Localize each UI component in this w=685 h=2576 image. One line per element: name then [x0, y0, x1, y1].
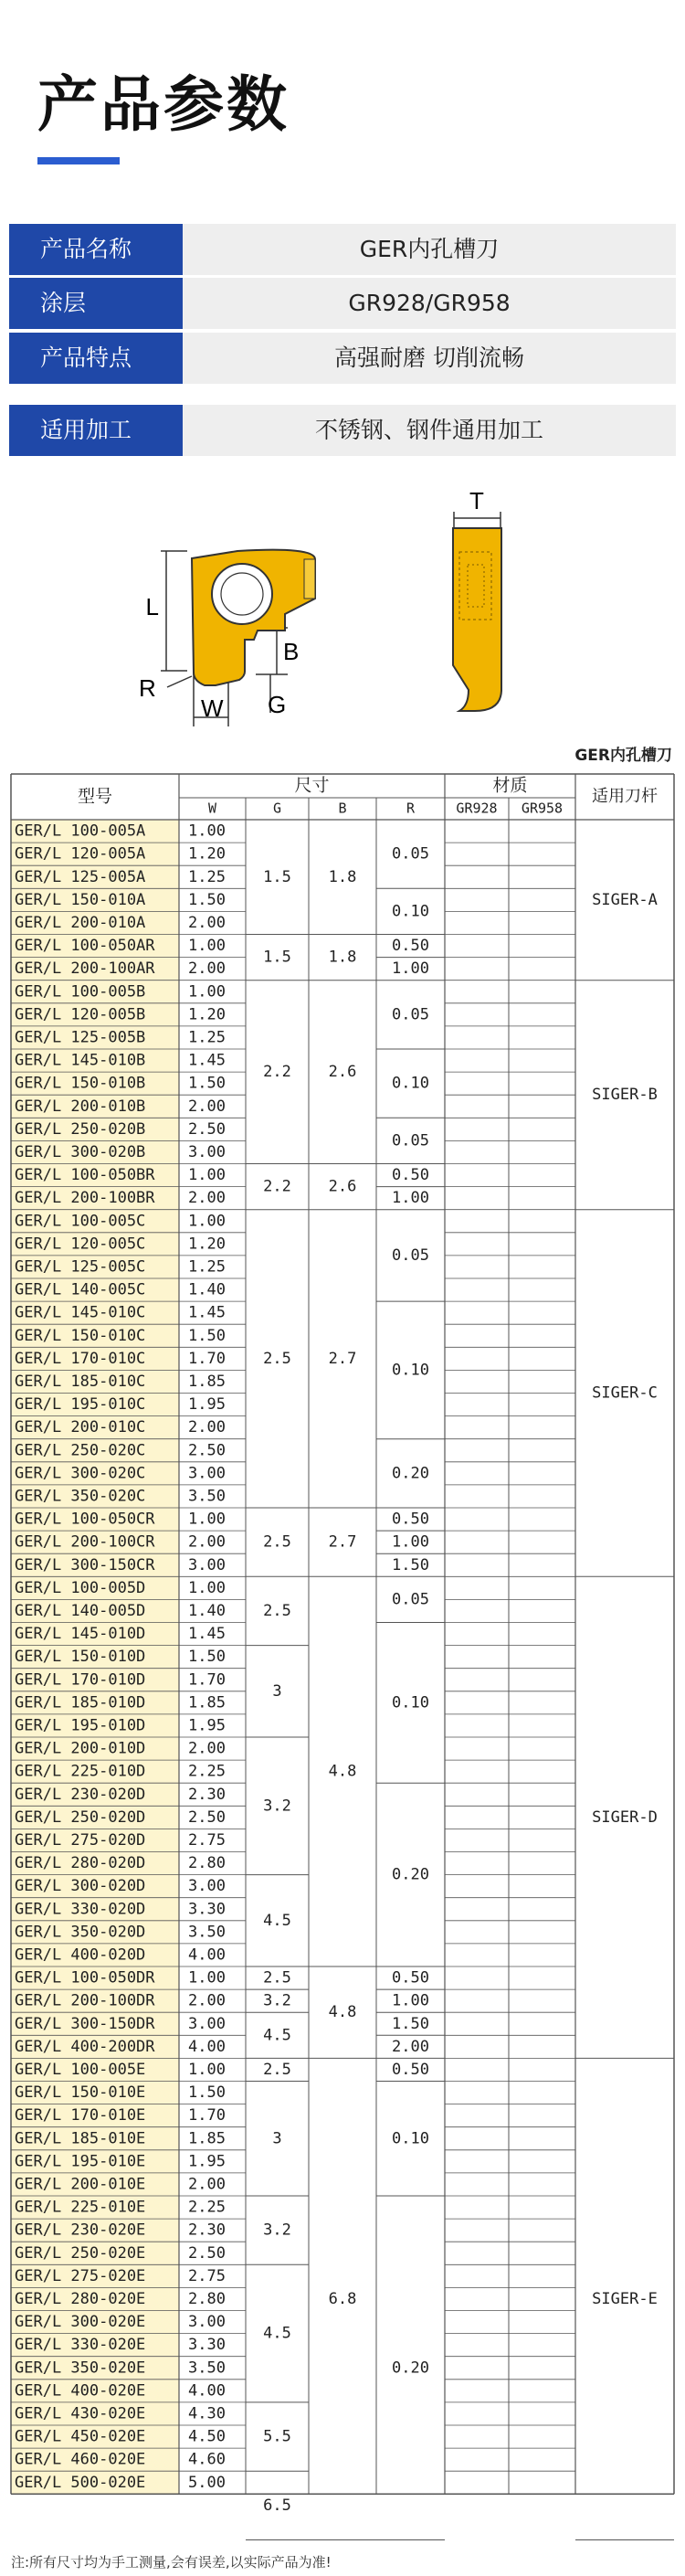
w-cell: 3.30: [188, 2336, 226, 2355]
g-cell: 2.5: [263, 1532, 291, 1552]
w-cell: 2.30: [188, 1785, 226, 1804]
model-cell: GER/L 200-100CR: [15, 1532, 155, 1552]
page-title: 产品参数: [37, 69, 290, 140]
r-cell: 0.50: [392, 1968, 429, 1988]
table-caption: GER内孔槽刀: [574, 747, 672, 765]
g-cell: 2.5: [263, 2060, 291, 2079]
g-cell: 3: [272, 1681, 282, 1701]
model-cell: GER/L 150-010C: [15, 1326, 146, 1345]
r-cell: 1.00: [392, 959, 429, 979]
w-cell: 1.95: [188, 2152, 226, 2171]
b-cell: 1.8: [328, 948, 357, 967]
g-cell: 4.5: [263, 1911, 291, 1930]
w-cell: 2.00: [188, 1418, 226, 1437]
dim-label-r: R: [139, 674, 156, 702]
w-cell: 1.70: [188, 1670, 226, 1690]
w-cell: 1.20: [188, 1235, 226, 1254]
w-cell: 1.85: [188, 2129, 226, 2148]
footnote: 注:所有尺寸均为手工测量,会有误差,以实际产品为准!: [11, 2554, 332, 2571]
w-cell: 3.00: [188, 1555, 226, 1574]
header-model: 型号: [77, 786, 113, 807]
model-cell: GER/L 170-010E: [15, 2106, 146, 2125]
header-g: G: [272, 800, 282, 817]
r-cell: 0.10: [392, 1361, 429, 1380]
r-cell: 0.05: [392, 1246, 429, 1265]
r-cell: 2.00: [392, 2037, 429, 2056]
dim-label-g: G: [268, 691, 287, 718]
w-cell: 1.00: [188, 1212, 226, 1231]
model-cell: GER/L 120-005B: [15, 1005, 146, 1024]
w-cell: 4.00: [188, 2037, 226, 2056]
model-cell: GER/L 150-010D: [15, 1648, 146, 1667]
model-cell: GER/L 225-010D: [15, 1762, 146, 1781]
r-cell: 0.50: [392, 937, 429, 956]
w-cell: 2.00: [188, 1097, 226, 1116]
r-cell: 0.05: [392, 844, 429, 864]
w-cell: 1.50: [188, 1074, 226, 1093]
info-value: GR928/GR958: [348, 290, 511, 316]
header-b: B: [338, 800, 347, 817]
header-r: R: [406, 800, 416, 817]
model-cell: GER/L 300-020E: [15, 2313, 146, 2332]
model-cell: GER/L 300-150DR: [15, 2014, 155, 2033]
w-cell: 2.75: [188, 1830, 226, 1850]
model-cell: GER/L 230-020E: [15, 2221, 146, 2240]
w-cell: 2.00: [188, 2175, 226, 2194]
model-cell: GER/L 100-005B: [15, 982, 146, 1002]
w-cell: 2.00: [188, 1189, 226, 1208]
model-cell: GER/L 300-020C: [15, 1464, 146, 1483]
w-cell: 3.00: [188, 2313, 226, 2332]
model-cell: GER/L 300-150CR: [15, 1555, 155, 1574]
model-cell: GER/L 125-005C: [15, 1257, 146, 1277]
header-material: 材质: [492, 775, 528, 796]
model-cell: GER/L 145-010B: [15, 1051, 146, 1070]
g-cell: 3: [272, 2129, 282, 2148]
model-cell: GER/L 280-020E: [15, 2289, 146, 2308]
w-cell: 2.50: [188, 1119, 226, 1139]
model-cell: GER/L 150-010A: [15, 890, 146, 909]
r-cell: 0.05: [392, 1005, 429, 1024]
g-cell: 2.5: [263, 1601, 291, 1620]
w-cell: 4.60: [188, 2450, 226, 2469]
r-cell: 0.10: [392, 902, 429, 921]
model-cell: GER/L 330-020E: [15, 2336, 146, 2355]
w-cell: 2.80: [188, 1854, 226, 1873]
r-cell: 0.10: [392, 2129, 429, 2148]
w-cell: 2.50: [188, 1807, 226, 1827]
model-cell: GER/L 350-020D: [15, 1923, 146, 1942]
w-cell: 1.45: [188, 1625, 226, 1644]
model-cell: GER/L 145-010D: [15, 1625, 146, 1644]
model-cell: GER/L 400-020D: [15, 1945, 146, 1965]
model-cell: GER/L 300-020D: [15, 1877, 146, 1896]
w-cell: 4.50: [188, 2427, 226, 2446]
info-value: 不锈钢、钢件通用加工: [314, 417, 543, 443]
w-cell: 1.25: [188, 1028, 226, 1047]
model-cell: GER/L 195-010C: [15, 1395, 146, 1415]
model-cell: GER/L 200-100AR: [15, 959, 155, 979]
w-cell: 1.25: [188, 1257, 226, 1277]
w-cell: 4.00: [188, 2381, 226, 2401]
model-cell: GER/L 350-020E: [15, 2359, 146, 2378]
w-cell: 2.75: [188, 2266, 226, 2285]
r-cell: 0.05: [392, 1131, 429, 1150]
w-cell: 1.20: [188, 844, 226, 864]
info-label: 涂层: [9, 278, 183, 329]
model-cell: GER/L 330-020D: [15, 1900, 146, 1919]
holder-cell: SIGER-D: [592, 1807, 658, 1827]
w-cell: 1.40: [188, 1280, 226, 1299]
model-cell: GER/L 250-020C: [15, 1441, 146, 1460]
header-holder: 适用刀杆: [592, 787, 658, 806]
model-cell: GER/L 400-020E: [15, 2381, 146, 2401]
model-cell: GER/L 195-010E: [15, 2152, 146, 2171]
w-cell: 1.85: [188, 1693, 226, 1712]
w-cell: 1.50: [188, 890, 226, 909]
r-cell: 0.05: [392, 1590, 429, 1609]
w-cell: 1.50: [188, 1648, 226, 1667]
w-cell: 3.50: [188, 2359, 226, 2378]
r-cell: 0.50: [392, 2060, 429, 2079]
w-cell: 1.45: [188, 1303, 226, 1322]
w-cell: 2.25: [188, 2198, 226, 2217]
model-cell: GER/L 100-005E: [15, 2060, 146, 2079]
r-cell: 0.50: [392, 1166, 429, 1185]
w-cell: 2.00: [188, 913, 226, 932]
w-cell: 2.50: [188, 2243, 226, 2263]
g-cell: 6.5: [263, 2496, 291, 2515]
r-cell: 0.20: [392, 2359, 429, 2378]
model-cell: GER/L 150-010B: [15, 1074, 146, 1093]
header-gr928: GR928: [456, 800, 498, 817]
b-cell: 2.6: [328, 1063, 357, 1082]
b-cell: 2.7: [328, 1349, 357, 1368]
info-value: 高强耐磨 切削流畅: [334, 345, 524, 371]
w-cell: 1.50: [188, 1326, 226, 1345]
b-cell: 6.8: [328, 2289, 357, 2308]
g-cell: 4.5: [263, 2324, 291, 2343]
w-cell: 1.45: [188, 1051, 226, 1070]
model-cell: GER/L 350-020C: [15, 1487, 146, 1506]
model-cell: GER/L 200-010E: [15, 2175, 146, 2194]
model-cell: GER/L 120-005A: [15, 844, 146, 864]
info-label: 产品名称: [9, 224, 183, 275]
b-cell: 4.8: [328, 1762, 357, 1781]
model-cell: GER/L 140-005D: [15, 1601, 146, 1620]
info-label: 产品特点: [9, 333, 183, 384]
w-cell: 1.70: [188, 2106, 226, 2125]
dim-label-t: T: [469, 487, 484, 514]
w-cell: 3.00: [188, 2014, 226, 2033]
model-cell: GER/L 185-010D: [15, 1693, 146, 1712]
w-cell: 1.70: [188, 1349, 226, 1368]
model-cell: GER/L 300-020B: [15, 1142, 146, 1161]
w-cell: 1.20: [188, 1005, 226, 1024]
w-cell: 2.25: [188, 1762, 226, 1781]
holder-cell: SIGER-A: [592, 890, 658, 909]
holder-cell: SIGER-B: [592, 1086, 658, 1105]
w-cell: 4.00: [188, 1945, 226, 1965]
r-cell: 0.20: [392, 1865, 429, 1884]
w-cell: 3.00: [188, 1142, 226, 1161]
r-cell: 1.00: [392, 1532, 429, 1552]
r-cell: 1.00: [392, 1991, 429, 2010]
w-cell: 1.40: [188, 1601, 226, 1620]
model-cell: GER/L 200-010D: [15, 1739, 146, 1758]
model-cell: GER/L 275-020D: [15, 1830, 146, 1850]
g-cell: 3.2: [263, 2221, 291, 2240]
model-cell: GER/L 100-050AR: [15, 937, 155, 956]
w-cell: 1.85: [188, 1372, 226, 1391]
w-cell: 1.00: [188, 982, 226, 1002]
r-cell: 0.20: [392, 1464, 429, 1483]
g-cell: 2.5: [263, 1968, 291, 1988]
model-cell: GER/L 280-020D: [15, 1854, 146, 1873]
w-cell: 2.30: [188, 2221, 226, 2240]
model-cell: GER/L 230-020D: [15, 1785, 146, 1804]
w-cell: 2.80: [188, 2289, 226, 2308]
w-cell: 1.00: [188, 2060, 226, 2079]
r-cell: 0.10: [392, 1693, 429, 1712]
r-cell: 1.00: [392, 1189, 429, 1208]
header-gr958: GR958: [521, 800, 564, 817]
w-cell: 1.00: [188, 1510, 226, 1529]
w-cell: 1.95: [188, 1716, 226, 1735]
w-cell: 2.00: [188, 1739, 226, 1758]
model-cell: GER/L 200-010A: [15, 913, 146, 932]
model-cell: GER/L 460-020E: [15, 2450, 146, 2469]
model-cell: GER/L 170-010D: [15, 1670, 146, 1690]
w-cell: 3.30: [188, 1900, 226, 1919]
model-cell: GER/L 100-005A: [15, 822, 146, 841]
model-cell: GER/L 100-050BR: [15, 1166, 155, 1185]
dim-label-l: L: [145, 593, 159, 620]
b-cell: 4.8: [328, 2003, 357, 2022]
model-cell: GER/L 185-010C: [15, 1372, 146, 1391]
w-cell: 2.00: [188, 1991, 226, 2010]
w-cell: 3.50: [188, 1487, 226, 1506]
g-cell: 5.5: [263, 2427, 291, 2446]
model-cell: GER/L 100-050CR: [15, 1510, 155, 1529]
header-size: 尺寸: [294, 775, 330, 796]
model-cell: GER/L 120-005C: [15, 1235, 146, 1254]
g-cell: 2.5: [263, 1349, 291, 1368]
w-cell: 2.00: [188, 1532, 226, 1552]
w-cell: 3.00: [188, 1877, 226, 1896]
model-cell: GER/L 100-005D: [15, 1578, 146, 1597]
w-cell: 5.00: [188, 2473, 226, 2492]
r-cell: 0.50: [392, 1510, 429, 1529]
model-cell: GER/L 140-005C: [15, 1280, 146, 1299]
w-cell: 1.00: [188, 937, 226, 956]
model-cell: GER/L 170-010C: [15, 1349, 146, 1368]
model-cell: GER/L 250-020B: [15, 1119, 146, 1139]
model-cell: GER/L 500-020E: [15, 2473, 146, 2492]
r-cell: 1.50: [392, 2014, 429, 2033]
w-cell: 4.30: [188, 2404, 226, 2423]
holder-cell: SIGER-C: [592, 1383, 658, 1403]
b-cell: 2.6: [328, 1177, 357, 1196]
model-cell: GER/L 195-010D: [15, 1716, 146, 1735]
g-cell: 2.2: [263, 1063, 291, 1082]
w-cell: 1.50: [188, 2083, 226, 2103]
model-cell: GER/L 100-005C: [15, 1212, 146, 1231]
w-cell: 1.00: [188, 1968, 226, 1988]
dim-label-w: W: [201, 694, 224, 722]
model-cell: GER/L 400-200DR: [15, 2037, 155, 2056]
model-cell: GER/L 200-100DR: [15, 1991, 155, 2010]
r-cell: 0.10: [392, 1074, 429, 1093]
model-cell: GER/L 250-020D: [15, 1807, 146, 1827]
w-cell: 1.00: [188, 1578, 226, 1597]
model-cell: GER/L 200-010B: [15, 1097, 146, 1116]
g-cell: 1.5: [263, 867, 291, 886]
w-cell: 1.00: [188, 1166, 226, 1185]
g-cell: 3.2: [263, 1991, 291, 2010]
model-cell: GER/L 125-005A: [15, 867, 146, 886]
info-label: 适用加工: [9, 405, 183, 456]
w-cell: 2.50: [188, 1441, 226, 1460]
b-cell: 1.8: [328, 867, 357, 886]
w-cell: 1.00: [188, 822, 226, 841]
w-cell: 1.25: [188, 867, 226, 886]
dim-label-b: B: [283, 638, 300, 665]
model-cell: GER/L 100-050DR: [15, 1968, 155, 1988]
model-cell: GER/L 145-010C: [15, 1303, 146, 1322]
w-cell: 3.50: [188, 1923, 226, 1942]
model-cell: GER/L 250-020E: [15, 2243, 146, 2263]
r-cell: 1.50: [392, 1555, 429, 1574]
model-cell: GER/L 150-010E: [15, 2083, 146, 2103]
g-cell: 1.5: [263, 948, 291, 967]
w-cell: 3.00: [188, 1464, 226, 1483]
w-cell: 2.00: [188, 959, 226, 979]
model-cell: GER/L 275-020E: [15, 2266, 146, 2285]
model-cell: GER/L 125-005B: [15, 1028, 146, 1047]
b-cell: 2.7: [328, 1532, 357, 1552]
holder-cell: SIGER-E: [592, 2289, 658, 2308]
model-cell: GER/L 200-100BR: [15, 1189, 155, 1208]
g-cell: 3.2: [263, 1797, 291, 1816]
g-cell: 4.5: [263, 2026, 291, 2045]
info-value: GER内孔槽刀: [359, 236, 500, 262]
w-cell: 1.95: [188, 1395, 226, 1415]
model-cell: GER/L 225-010E: [15, 2198, 146, 2217]
g-cell: 2.2: [263, 1177, 291, 1196]
model-cell: GER/L 200-010C: [15, 1418, 146, 1437]
header-w: W: [207, 800, 217, 817]
model-cell: GER/L 430-020E: [15, 2404, 146, 2423]
model-cell: GER/L 185-010E: [15, 2129, 146, 2148]
model-cell: GER/L 450-020E: [15, 2427, 146, 2446]
